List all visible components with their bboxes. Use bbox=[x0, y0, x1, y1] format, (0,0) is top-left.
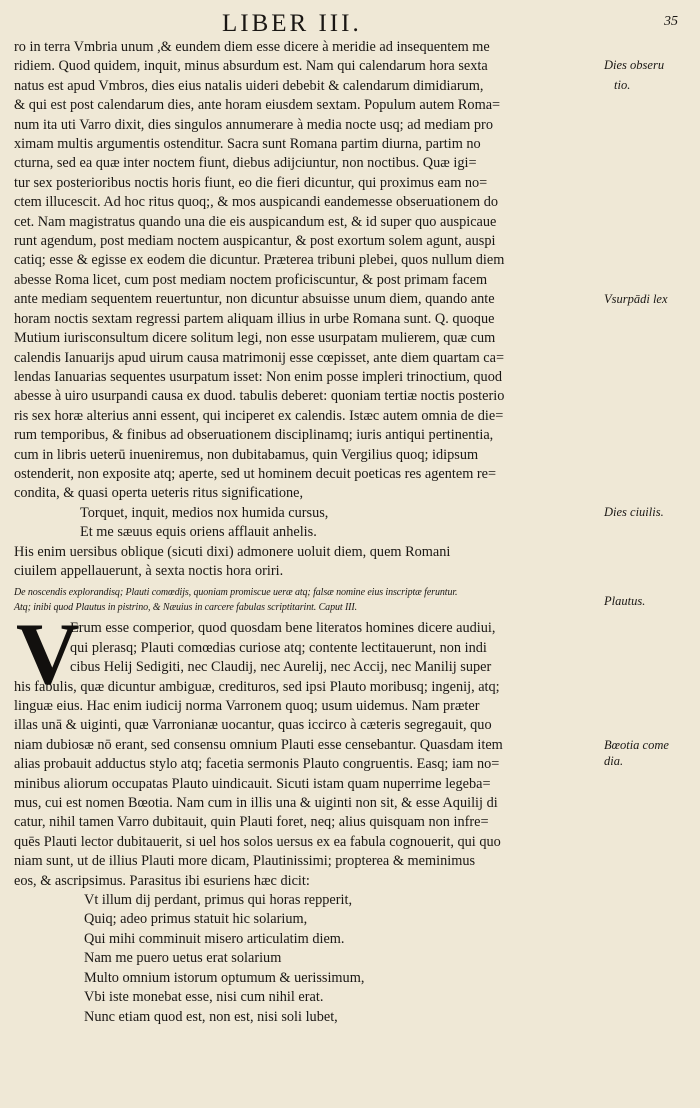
text-line: ciuilem appellauerunt, à sexta noctis hora oriri. bbox=[14, 562, 284, 579]
text-line: cturna, sed ea quæ inter noctem fiunt, diebus adijciuntur, non noctibus. Quæ igi= bbox=[14, 155, 477, 172]
verse-line: Qui mihi comminuit misero articulatim diem. bbox=[84, 930, 345, 947]
paragraph-ciuilis bbox=[14, 543, 604, 582]
text-line: condita, & quasi operta ueteris ritus significatione, bbox=[14, 485, 304, 502]
text-line: His enim uersibus oblique (sicuti dixi) admonere uoluit diem, quem Romani bbox=[14, 543, 451, 560]
margin-note-dia: dia. bbox=[604, 754, 624, 768]
chapter-caption-line: De noscendis explorandisq; Plauti comœdijs, quoniam promiscue ueræ atq; falsæ nomine eius inscriptæ feruntur. bbox=[14, 587, 458, 599]
folio-number: 35 bbox=[664, 14, 678, 29]
text-line: minibus aliorum occupatas Plauto uindicauit. Sicuti istam quam nuperrime legeba= bbox=[14, 775, 491, 792]
verse-vergil bbox=[14, 504, 604, 543]
text-line: alias probauit adductus stylo atq; facetia sermonis Plauto congruentis. Easq; iam no= bbox=[14, 756, 500, 773]
verse-line: Torquet, inquit, medios nox humida cursus, bbox=[80, 504, 329, 521]
margin-note-dies-obseruatio: Dies obseru bbox=[604, 58, 665, 72]
margin-note-usurpandi-lex: Vsurpādi lex bbox=[604, 292, 668, 306]
margin-note-dies-ciuilis: Dies ciuilis. bbox=[604, 505, 664, 519]
text-line: & qui est post calendarum dies, ante horam eiusdem sextam. Populum autem Roma= bbox=[14, 97, 501, 114]
text-line: catiq; esse & egisse ex eodem die dicuntur. Præterea tribuni plebei, quos nullum diem bbox=[14, 252, 505, 269]
text-line: Erum esse comperior, quod quosdam bene literatos homines dicere audiui, bbox=[70, 620, 496, 637]
page-header bbox=[0, 6, 700, 36]
verse-line: Quiq; adeo primus statuit hic solarium, bbox=[84, 911, 308, 928]
margin-note-tio: tio. bbox=[614, 78, 631, 92]
text-line: qui plerasq; Plauti comœdias curiose atq; contente lectitauerunt, non indi bbox=[70, 639, 487, 656]
text-line: cibus Helij Sedigiti, nec Claudij, nec Aurelij, nec Accij, nec Manilij super bbox=[70, 659, 492, 676]
text-line: abesse à uiro usurpandi causa ex duod. tabulis deberet: quoniam tertiæ noctis posterio bbox=[14, 388, 505, 405]
drop-capital: V bbox=[16, 606, 80, 704]
text-line: ante mediam sequentem reuertuntur, non dicuntur absuisse unum diem, quando ante bbox=[14, 291, 495, 308]
text-line: Mutium iurisconsultum dicere solitum legi, non esse usurpatam mulierem, quæ cum bbox=[14, 330, 496, 347]
text-line: lendas Ianuarias sequentes usurpatum isset: Non enim posse impleri trinoctium, quod bbox=[14, 368, 502, 385]
chapter-heading bbox=[14, 585, 604, 615]
text-line: cet. Nam magistratus quando una die eis auspicandum est, & id super quo auspicaue bbox=[14, 213, 497, 230]
chapter-caption-line: Atq; inibi quod Plautus in pistrino, & Næuius in carcere fabulas scriptitarint. Caput III. bbox=[14, 602, 358, 614]
text-line: eos, & ascripsimus. Parasitus ibi esuriens hæc dicit: bbox=[14, 872, 310, 889]
text-line: abesse Roma licet, cum post mediam noctem proficiscuntur, & post primam facem bbox=[14, 271, 488, 288]
text-line: ctem illucescit. Ad hoc ritus quoq;, & mos auspicandi eandemesse obseruationem do bbox=[14, 194, 498, 211]
text-line: linguæ eius. Hac enim iudicij norma Varronem quoq; usum uidemus. Nam præter bbox=[14, 698, 480, 714]
verse-plautus bbox=[14, 891, 604, 1027]
text-line: illas unā & uiginti, quæ Varronianæ uocantur, quas iccirco à cæteris segregauit, quo bbox=[14, 717, 492, 734]
verse-line: Nunc etiam quod est, non est, nisi soli lubet, bbox=[84, 1008, 338, 1025]
text-line: ris sex horæ alterius anni essent, qui inciperet ex calendis. Istæc autem omnia de die= bbox=[14, 407, 504, 424]
text-line: calendis Ianuarijs apud uirum causa matrimonij esse cœpisset, ante diem quartam ca= bbox=[14, 349, 505, 366]
text-line: mus, cui est nomen Bœotia. Nam cum in illis una & uiginti non sit, & esse Aquilij di bbox=[14, 795, 498, 812]
text-line: runt agendum, post mediam noctem auspicantur, & post exortum solem agunt, auspi bbox=[14, 233, 496, 250]
verse-line: Vbi iste monebat esse, nisi cum nihil erat. bbox=[84, 989, 324, 1006]
text-line: tur sex posterioribus noctis horis fiunt, eo die fieri dicuntur, qui proximus eam no= bbox=[14, 174, 488, 191]
verse-line: Nam me puero uetus erat solarium bbox=[84, 950, 282, 967]
text-line: horam noctis sextam regressi partem aliquam illius in urbe Romana sunt. Q. quoque bbox=[14, 310, 495, 327]
text-line: his fabulis, quæ dicuntur ambiguæ, credituros, sed ipsi Plauto moribusq; ingenij, atq; bbox=[14, 678, 500, 695]
text-line: quēs Plauti lector dubitauerit, si uel hos solos uersus ex ea fabula cognouerit, qui quo bbox=[14, 833, 501, 850]
running-title: LIBER III. bbox=[222, 10, 362, 37]
verse-line: Vt illum dij perdant, primus qui horas repperit, bbox=[84, 892, 353, 909]
paragraph-dies bbox=[14, 38, 604, 504]
main-text bbox=[14, 38, 604, 1027]
text-line: niam sunt, ut de illius Plauti more dicam, Plautinissimi; propterea & meminimus bbox=[14, 853, 476, 870]
verse-line: Et me sæuus equis oriens afflauit anhelis. bbox=[80, 524, 317, 541]
text-line: niam dubiosæ nō erant, sed consensu omnium Plauti esse censebantur. Quasdam item bbox=[14, 736, 503, 753]
paragraph-plautus bbox=[14, 678, 604, 891]
text-line: num ita uti Varro dixit, dies singulos annumerare à media nocte usq; ad mediam pro bbox=[14, 116, 493, 133]
text-line: natus est apud Vmbros, dies eius natalis uideri debebit & calendarum dimidiarum, bbox=[14, 77, 484, 94]
text-line: ridiem. Quod quidem, inquit, minus absurdum est. Nam qui calendarum hora sexta bbox=[14, 58, 488, 75]
verse-line: Multo omnium istorum optumum & uerissimum, bbox=[84, 969, 365, 986]
text-line: ximam multis argumentis ostenditur. Sacra sunt Romana partim diurna, partim no bbox=[14, 136, 481, 153]
text-line: catur, nihil tamen Varro dubitauit, quin Plauti foret, neq; alius quisquam non infre= bbox=[14, 814, 489, 831]
margin-note-boeotia: Bœotia come bbox=[604, 738, 669, 752]
text-line: ro in terra Vmbria unum ,& eundem diem esse dicere à meridie ad insequentem me bbox=[14, 39, 490, 55]
text-line: rum temporibus, & finibus ad obseruationem disciplinamq; iuris antiqui pertinentia, bbox=[14, 427, 494, 444]
text-line: ostenderit, non exposite atq; aperte, sed ut hominem decuit poeticas res agentem re= bbox=[14, 465, 497, 482]
margin-notes bbox=[604, 0, 700, 1108]
margin-note-plautus: Plautus. bbox=[604, 594, 646, 608]
text-line: cum in libris ueterū inueniremus, non dubitabamus, quin Vergilius quoq; idipsum bbox=[14, 446, 479, 463]
